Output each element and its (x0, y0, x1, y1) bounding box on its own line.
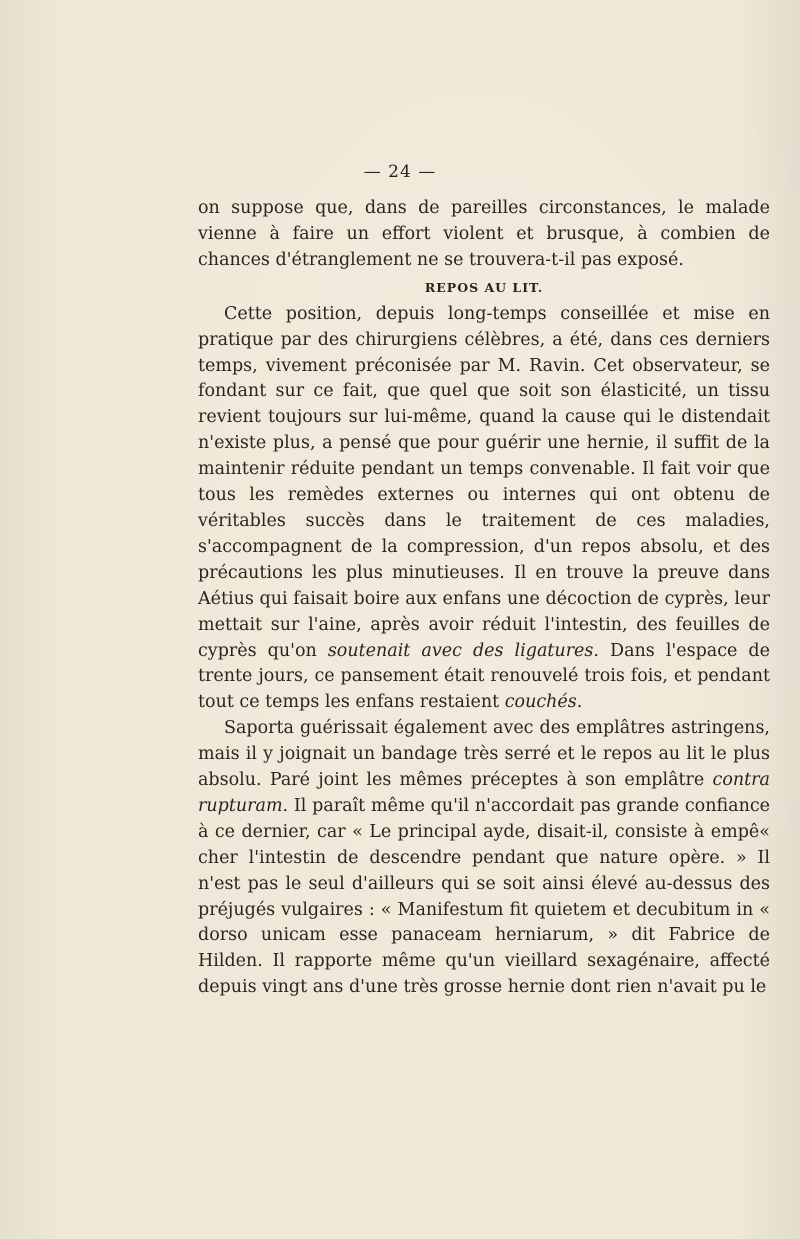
opening-paragraph: on suppose que, dans de pareilles circonstances, le malade vienne à faire un effort violent et brusque, à combien de chances d'étranglement ne se trouvera-t-il pas exposé. (198, 198, 770, 270)
paragraph-text: . Il paraît même qu'il n'accordait pas grande confiance à ce dernier, car « Le principal ayde, disait-il, consiste à empê« cher l'intestin de descendre pendant que nature opère. » Il n'est pas le seul d'ailleurs qui se soit ainsi élevé au-dessus des préjugés vulgaires : « Manifestum fit quietem et decubitum in « dorso unicam esse panaceam herniarum, » dit Fabrice de Hilden. Il rapporte même qu'un vieillard sexagénaire, affecté depuis vingt ans d'une très grosse hernie dont rien n'avait pu le (198, 795, 770, 998)
paragraph-saporta (198, 716, 770, 1001)
paragraph-text: . (576, 692, 583, 713)
paragraph-text: . Dans l'espace de trente jours, ce pansement était renouvelé trois fois, et pendant tout ce temps les enfans restaient (198, 640, 770, 713)
italic-phrase: couchés (504, 692, 577, 713)
italic-phrase: contra rupturam (198, 770, 770, 816)
body-text (198, 196, 770, 1001)
paragraph-text: Saporta guérissait également avec des emplâtres astringens, mais il y joignait un bandage très serré et le repos au lit le plus absolu. Paré joint les mêmes préceptes à son emplâtre (198, 718, 770, 791)
paragraph-repos-au-lit (198, 302, 770, 717)
paragraph-text: Cette position, depuis long-temps conseillée et mise en pratique par des chirurgiens célèbres, a été, dans ces derniers temps, vivement préconisée par M. Ravin. Cet observateur, se fondant sur ce fait, que quel que soit son élasticité, un tissu revient toujours sur lui-même, quand la cause qui le distendait n'existe plus, a pensé que pour guérir une hernie, il suffit de la maintenir réduite pendant un temps convenable. Il fait voir que tous les remèdes externes ou internes qui ont obtenu de véritables succès dans le traitement de ces maladies, s'accompagnent de la compression, d'un repos absolu, et des précautions les plus minutieuses. Il en trouve la preuve dans Aétius qui faisait boire aux enfans une décoction de cyprès, leur mettait sur l'aine, après avoir réduit l'intestin, des feuilles de cyprès qu'on (198, 303, 770, 661)
section-heading: REPOS AU LIT. (424, 279, 544, 295)
italic-phrase: soutenait avec des ligatures (327, 640, 594, 661)
page-number: — 24 — (363, 162, 437, 182)
